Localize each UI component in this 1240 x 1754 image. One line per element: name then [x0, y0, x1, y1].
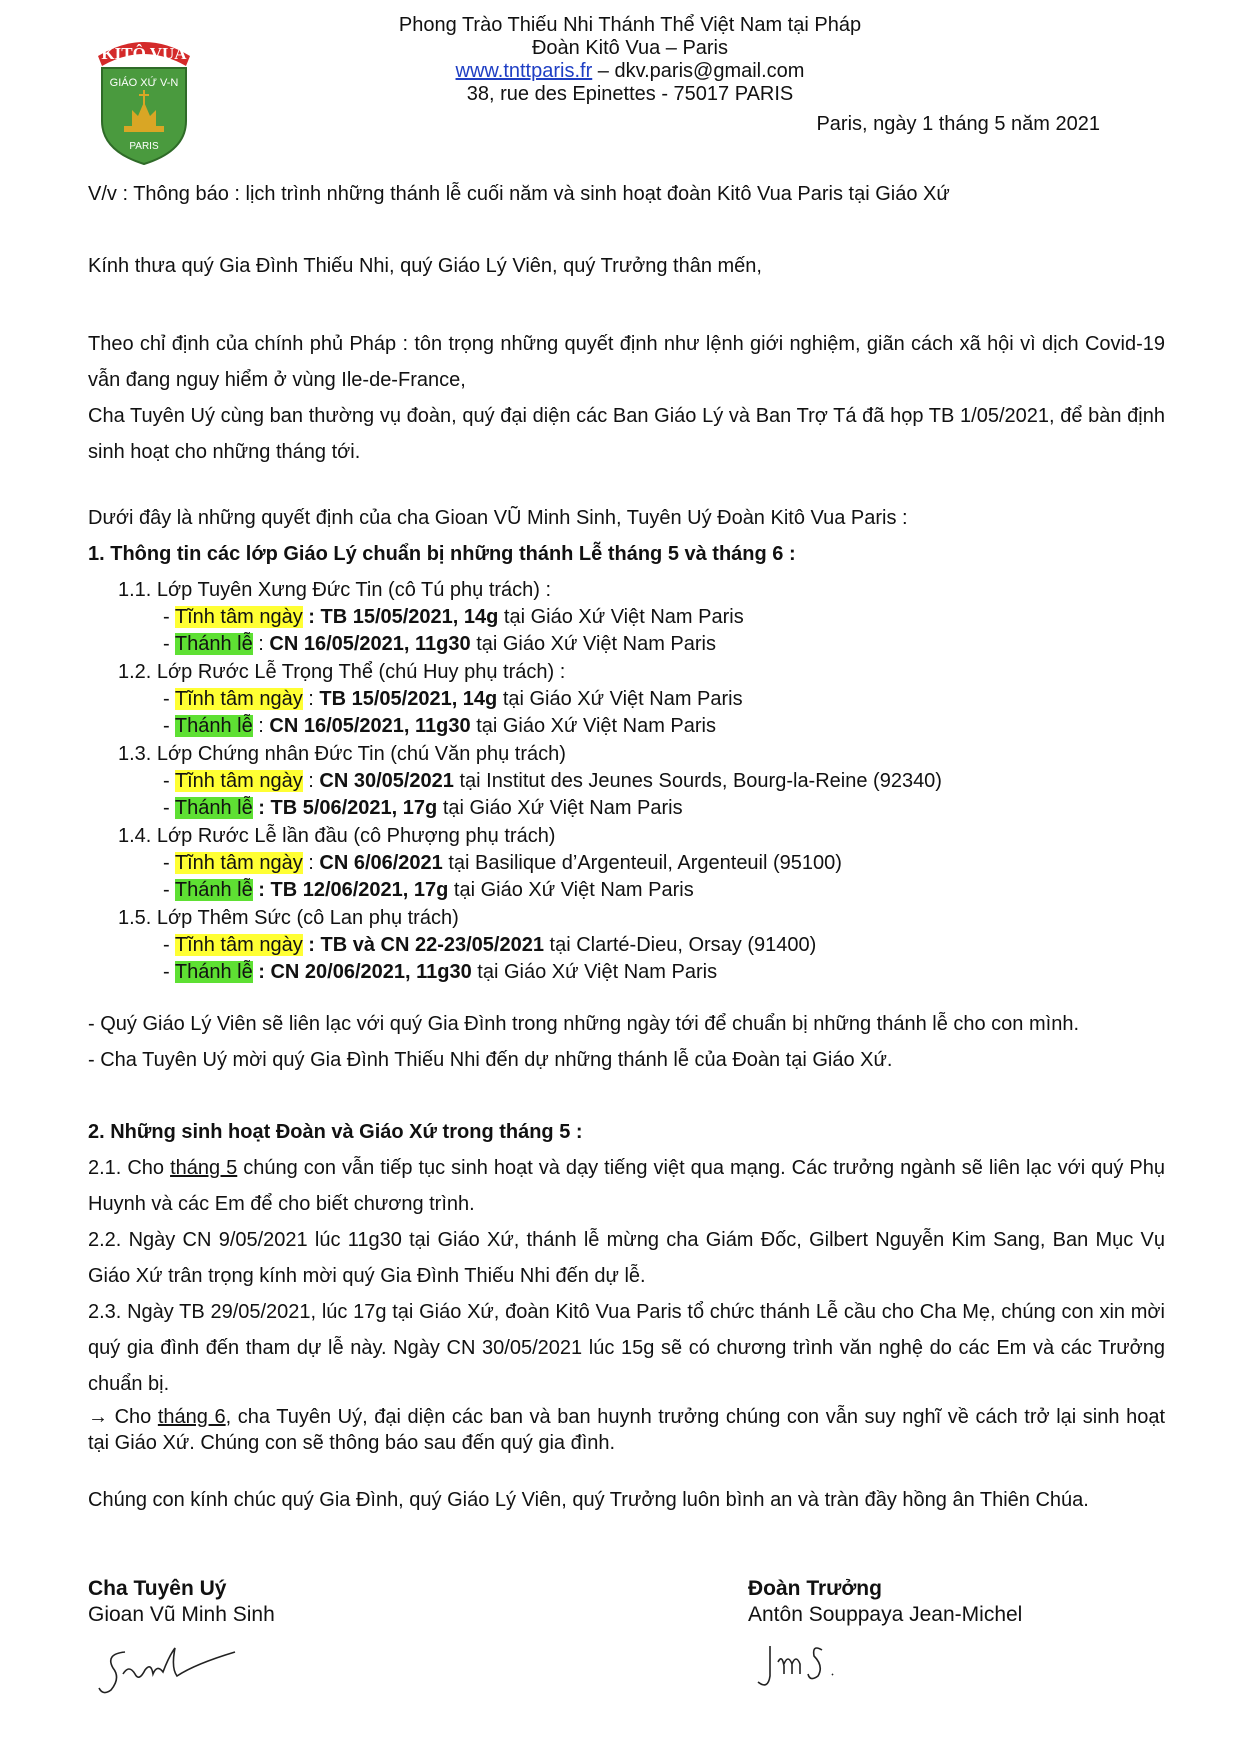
letterhead	[300, 14, 960, 106]
header-email: – dkv.paris@gmail.com	[592, 60, 805, 82]
intro-paragraph-1: Theo chỉ định của chính phủ Pháp : tôn trọng những quyết định như lệnh giới nghiệm, giãn cách xã hội vì dịch Covid-19 vẫn đang nguy hiểm ở vùng Ile-de-France,	[88, 333, 1165, 391]
retreat-label: Tĩnh tâm ngày	[174, 934, 303, 956]
mass-label: Thánh lễ	[174, 961, 253, 983]
greeting: Kính thưa quý Gia Đình Thiếu Nhi, quý Giáo Lý Viên, quý Trưởng thân mến,	[88, 255, 762, 277]
right-signer-name: Antôn Souppaya Jean-Michel	[748, 1603, 1023, 1626]
class-retreat: - Tĩnh tâm ngày : TB 15/05/2021, 14g tại Giáo Xứ Việt Nam Paris	[163, 688, 743, 710]
class-retreat: - Tĩnh tâm ngày : CN 30/05/2021 tại Institut des Jeunes Sourds, Bourg-la-Reine (92340)	[163, 770, 942, 792]
kito-vua-logo	[94, 26, 194, 166]
right-signature-image	[752, 1640, 852, 1700]
intro-paragraph-2: Cha Tuyên Uý cùng ban thường vụ đoàn, quý đại diện các Ban Giáo Lý và Ban Trợ Tá đã họp TB 1/05/2021, để bàn định sinh hoạt cho những tháng tới.	[88, 405, 1165, 463]
class-mass: - Thánh lễ : TB 12/06/2021, 17g tại Giáo Xứ Việt Nam Paris	[163, 879, 694, 901]
mass-label: Thánh lễ	[174, 879, 253, 901]
retreat-label: Tĩnh tâm ngày	[174, 606, 303, 628]
section2-para-2: 2.2. Ngày CN 9/05/2021 lúc 11g30 tại Giáo Xứ, thánh lễ mừng cha Giám Đốc, Gilbert Nguyễn Kim Sang, Ban Mục Vụ Giáo Xứ trân trọng kính mời quý Gia Đình Thiếu Nhi đến dự lễ.	[88, 1229, 1165, 1287]
class-retreat: - Tĩnh tâm ngày : TB 15/05/2021, 14g tại Giáo Xứ Việt Nam Paris	[163, 606, 744, 628]
logo-mid-text: GIÁO XỨ V-N	[109, 77, 179, 89]
class-title: 1.5. Lớp Thêm Sức (cô Lan phụ trách)	[118, 907, 459, 929]
mass-label: Thánh lễ	[174, 797, 253, 819]
class-title: 1.3. Lớp Chứng nhân Đức Tin (chú Văn phụ trách)	[118, 743, 566, 765]
retreat-label: Tĩnh tâm ngày	[174, 770, 303, 792]
mass-label: Thánh lễ	[174, 633, 253, 655]
section2-para-4: → Cho tháng 6, cha Tuyên Uý, đại diện các ban và ban huynh trưởng chúng con vẫn suy nghĩ về cách trở lại sinh hoạt tại Giáo Xứ. Chúng con sẽ thông báo sau đến quý gia đình.	[88, 1406, 1165, 1454]
section2-para-1: 2.1. Cho tháng 5 chúng con vẫn tiếp tục sinh hoạt và dạy tiếng việt qua mạng. Các trưởng ngành sẽ liên lạc với quý Phụ Huynh và các Em để cho biết chương trình.	[88, 1157, 1166, 1215]
retreat-label: Tĩnh tâm ngày	[174, 852, 303, 874]
section2-para-3: 2.3. Ngày TB 29/05/2021, lúc 17g tại Giáo Xứ, đoàn Kitô Vua Paris tổ chức thánh Lễ cầu cho Cha Mẹ, chúng con xin mời quý gia đình đến tham dự lễ này. Ngày CN 30/05/2021 lúc 15g sẽ có chương trình văn nghệ do các Em và các Trưởng chuẩn bị.	[88, 1301, 1165, 1395]
left-signer-name: Gioan Vũ Minh Sinh	[88, 1603, 275, 1626]
class-title: 1.2. Lớp Rước Lễ Trọng Thể (chú Huy phụ trách) :	[118, 661, 566, 683]
closing-wishes: Chúng con kính chúc quý Gia Đình, quý Giáo Lý Viên, quý Trưởng luôn bình an và tràn đầy hồng ân Thiên Chúa.	[88, 1489, 1089, 1511]
section2-title: 2. Những sinh hoạt Đoàn và Giáo Xứ trong tháng 5 :	[88, 1121, 583, 1143]
retreat-label: Tĩnh tâm ngày	[174, 688, 303, 710]
class-retreat: - Tĩnh tâm ngày : TB và CN 22-23/05/2021 tại Clarté-Dieu, Orsay (91400)	[163, 934, 817, 956]
class-title: 1.4. Lớp Rước Lễ lần đầu (cô Phượng phụ trách)	[118, 825, 556, 847]
header-line1: Phong Trào Thiếu Nhi Thánh Thể Việt Nam tại Pháp	[398, 14, 862, 36]
class-retreat: - Tĩnh tâm ngày : CN 6/06/2021 tại Basilique d’Argenteuil, Argenteuil (95100)	[163, 852, 842, 874]
logo-bottom-text: PARIS	[129, 141, 159, 152]
class-mass: - Thánh lễ : CN 16/05/2021, 11g30 tại Giáo Xứ Việt Nam Paris	[163, 715, 716, 737]
subject-line: V/v : Thông báo : lịch trình những thánh lễ cuối năm và sinh hoạt đoàn Kitô Vua Paris tại Giáo Xứ	[88, 183, 950, 205]
header-contact	[300, 60, 960, 83]
decisions-intro: Dưới đây là những quyết định của cha Gioan VŨ Minh Sinh, Tuyên Uý Đoàn Kitô Vua Paris :	[88, 507, 908, 529]
letter-date: Paris, ngày 1 tháng 5 năm 2021	[816, 113, 1100, 135]
class-mass: - Thánh lễ : TB 5/06/2021, 17g tại Giáo Xứ Việt Nam Paris	[163, 797, 683, 819]
class-title: 1.1. Lớp Tuyên Xưng Đức Tin (cô Tú phụ trách) :	[118, 579, 552, 601]
section1-title: 1. Thông tin các lớp Giáo Lý chuẩn bị những thánh Lễ tháng 5 và tháng 6 :	[88, 543, 796, 565]
right-signer-role: Đoàn Trưởng	[748, 1577, 882, 1600]
logo-top-text: KITÔ VUA	[101, 44, 187, 63]
header-line2: Đoàn Kitô Vua – Paris	[531, 37, 729, 59]
class-mass: - Thánh lễ : CN 16/05/2021, 11g30 tại Giáo Xứ Việt Nam Paris	[163, 633, 716, 655]
left-signer-role: Cha Tuyên Uý	[88, 1577, 227, 1600]
website-link[interactable]: www.tnttparis.fr	[455, 60, 593, 82]
class-mass: - Thánh lễ : CN 20/06/2021, 11g30 tại Giáo Xứ Việt Nam Paris	[163, 961, 718, 983]
section1-note-2: - Cha Tuyên Uý mời quý Gia Đình Thiếu Nhi đến dự những thánh lễ của Đoàn tại Giáo Xứ.	[88, 1049, 893, 1071]
mass-label: Thánh lễ	[174, 715, 253, 737]
section1-note-1: - Quý Giáo Lý Viên sẽ liên lạc với quý Gia Đình trong những ngày tới để chuẩn bị những thánh lễ cho con mình.	[88, 1013, 1079, 1035]
left-signature-image	[95, 1634, 245, 1704]
header-address: 38, rue des Epinettes - 75017 PARIS	[466, 83, 794, 105]
